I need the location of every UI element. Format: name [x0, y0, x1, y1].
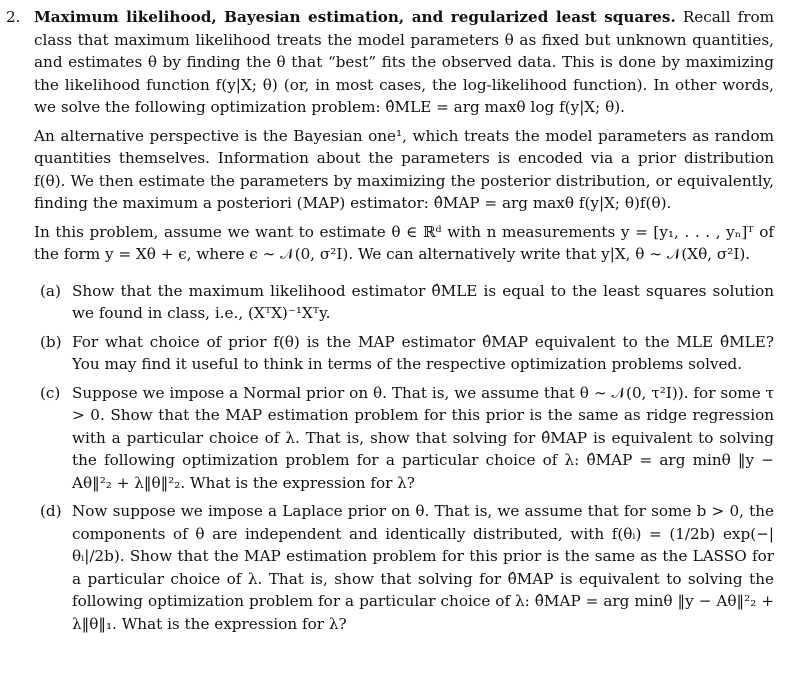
- subpart-label: (b): [40, 332, 62, 351]
- setup-paragraph: [34, 221, 774, 266]
- paragraph-1-text: Recall from class that maximum likelihood treats the model parameters θ as fixed but unknown quantities, and estimates θ by finding the θ that “best” fits the observed data. This is done by maximizing the likelihood function f(y|X; θ) (or, in most cases, the log-likelihood function). In other words, we solve the following optimization problem: θ̂MLE = arg maxθ log f(y|X; θ).: [34, 8, 775, 116]
- subpart-label: (d): [40, 502, 62, 520]
- subpart-text: Suppose we impose a Normal prior on θ. That is, we assume that θ ∼ 𝒩(0, τ²I)). for some τ > 0. Show that the MAP estimation problem for this prior is the same as ridge regression with a particular choice of λ. That is, show that solving for θ̂MAP is equivalent to solving the following optimization problem for a particular choice of λ: θ̂MAP = arg minθ ‖y − Aθ‖²₂ + λ‖θ‖²₂. What is the expression for λ?: [72, 383, 774, 492]
- subpart-a: [34, 280, 774, 325]
- paragraph-2-text: An alternative perspective is the Bayesian one¹, which treats the model parameters as random quantities themselves. Information about the parameters is encoded via a prior distribution f(θ). We then estimate the parameters by maximizing the posterior distribution, or equivalently, finding the maximum a posteriori (MAP) estimator: θ̂MAP = arg maxθ f(y|X; θ)f(θ).: [34, 126, 774, 212]
- subpart-c: [34, 382, 774, 495]
- bayesian-paragraph: [34, 125, 774, 215]
- intro-paragraph: [34, 6, 774, 119]
- subpart-d: [34, 500, 774, 635]
- subparts-list: [34, 280, 774, 636]
- subpart-text: Show that the maximum likelihood estimator θ̂MLE is equal to the least squares solution we found in class, i.e., (XᵀX)⁻¹Xᵀy.: [72, 281, 774, 322]
- problem-number: 2.: [6, 8, 21, 26]
- subpart-text: For what choice of prior f(θ) is the MAP estimator θ̂MAP equivalent to the MLE θ̂MLE? You may find it useful to think in terms of the respective optimization problems solved.: [72, 332, 774, 373]
- subpart-label: (c): [40, 383, 61, 402]
- paragraph-3-text: In this problem, assume we want to estimate θ ∈ ℝᵈ with n measurements y = [y₁, . . . , yₙ]ᵀ of the form y = Xθ + ϵ, where ϵ ∼ 𝒩(0, σ²I). We can alternatively write that y|X, θ ∼ 𝒩(Xθ, σ²I).: [34, 222, 774, 263]
- subpart-label: (a): [40, 281, 61, 300]
- subpart-text: Now suppose we impose a Laplace prior on θ. That is, we assume that for some b > 0, the components of θ are independent and identically distributed, with f(θᵢ) = (1/2b) exp(−|θᵢ|/2b). Show that the MAP estimation problem for this prior is the same as the LASSO for a particular choice of λ. That is, show that solving for θ̂MAP is equivalent to solving the following optimization problem for a particular choice of λ: θ̂MAP = arg minθ ‖y − Aθ‖²₂ + λ‖θ‖₁. What is the expression for λ?: [72, 502, 774, 633]
- problem-2: [6, 6, 774, 641]
- problem-title: Maximum likelihood, Bayesian estimation, and regularized least squares.: [34, 8, 676, 26]
- subpart-b: [34, 331, 774, 376]
